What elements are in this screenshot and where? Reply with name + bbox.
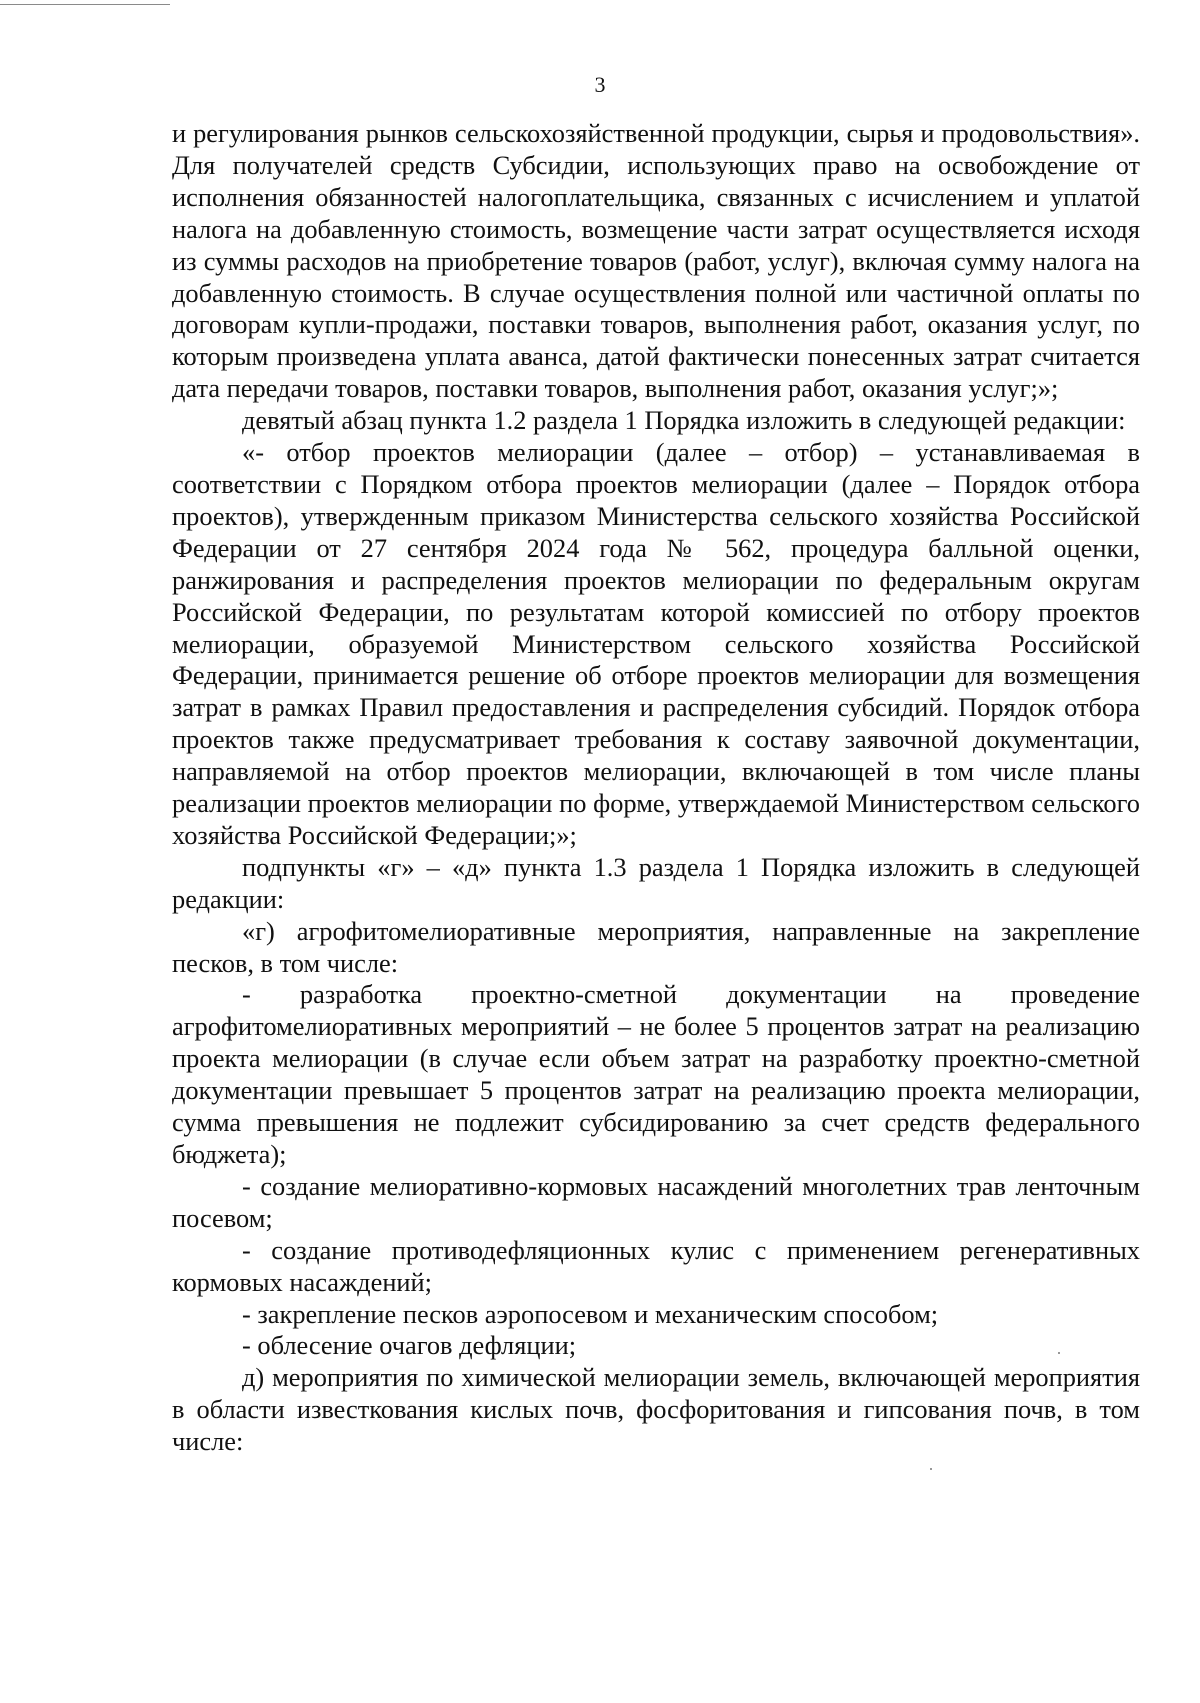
paragraph-continuation: и регулирования рынков сельскохозяйственной продукции, сырья и продовольствия». Для получателей средств Субсидии, использующих право на освобождение от исполнения обязанностей налогоплательщика, связанных с исчислением и уплатой налога на добавленную стоимость, возмещение части затрат осуществляется исходя из суммы расходов на приобретение товаров (работ, услуг), включая сумму налога на добавленную стоимость. В случае осуществления полной или частичной оплаты по договорам купли-продажи, поставки товаров, выполнения работ, оказания услуг, по которым произведена уплата аванса, датой фактически понесенных затрат считается дата передачи товаров, поставки товаров, выполнения работ, оказания услуг;»; <box>172 118 1140 404</box>
paragraph-selection-definition: «- отбор проектов мелиорации (далее – отбор) – устанавливаемая в соответствии с Порядком отбора проектов мелиорации (далее – Порядок отбора проектов), утвержденным приказом Министерства сельского хозяйства Российской Федерации от 27 сентября 2024 года № 562, процедура балльной оценки, ранжирования и распределения проектов мелиорации по федеральным округам Российской Федерации, по результатам которой комиссией по отбору проектов мелиорации, образуемой Министерством сельского хозяйства Российской Федерации, принимается решение об отборе проектов мелиорации для возмещения затрат в рамках Правил предоставления и распределения субсидий. Порядок отбора проектов также предусматривает требования к составу заявочной документации, направляемой на отбор проектов мелиорации, включающей в том числе планы реализации проектов мелиорации по форме, утверждаемой Министерством сельского хозяйства Российской Федерации;»; <box>172 437 1140 850</box>
list-item-sand-fixation: - закрепление песков аэропосевом и механическим способом; <box>242 1298 939 1329</box>
paragraph-item-d: д) мероприятия по химической мелиорации земель, включающей мероприятия в области известкования кислых почв, фосфоритования и гипсования почв, в том числе: <box>172 1362 1140 1457</box>
list-item-windbreaks: - создание противодефляционных кулис с применением регенеративных кормовых насаждений; <box>172 1234 1140 1297</box>
scan-speck <box>930 1468 932 1470</box>
scan-speck <box>1058 1352 1060 1354</box>
list-item-forage-plantings: - создание мелиоративно-кормовых насаждений многолетних трав ленточным посевом; <box>172 1170 1140 1233</box>
paragraph-amendment-1-3: подпункты «г» – «д» пункта 1.3 раздела 1 Порядка изложить в следующей редакции: <box>172 851 1140 914</box>
list-item-design-documentation: - разработка проектно-сметной документации на проведение агрофитомелиоративных мероприятий – не более 5 процентов затрат на реализацию проекта мелиорации (в случае если объем затрат на разработку проектно-сметной документации превышает 5 процентов затрат на реализацию проекта мелиорации, сумма превышения не подлежит субсидированию за счет средств федерального бюджета); <box>172 979 1140 1169</box>
page-number: 3 <box>594 72 606 97</box>
list-item-afforestation: - облесение очагов дефляции; <box>242 1330 577 1361</box>
scan-artifact-line <box>0 4 170 5</box>
document-body <box>172 118 1140 1458</box>
paragraph-amendment-1-2: девятый абзац пункта 1.2 раздела 1 Порядка изложить в следующей редакции: <box>242 405 1126 436</box>
paragraph-item-g: «г) агрофитомелиоративные мероприятия, направленные на закрепление песков, в том числе: <box>172 915 1140 978</box>
